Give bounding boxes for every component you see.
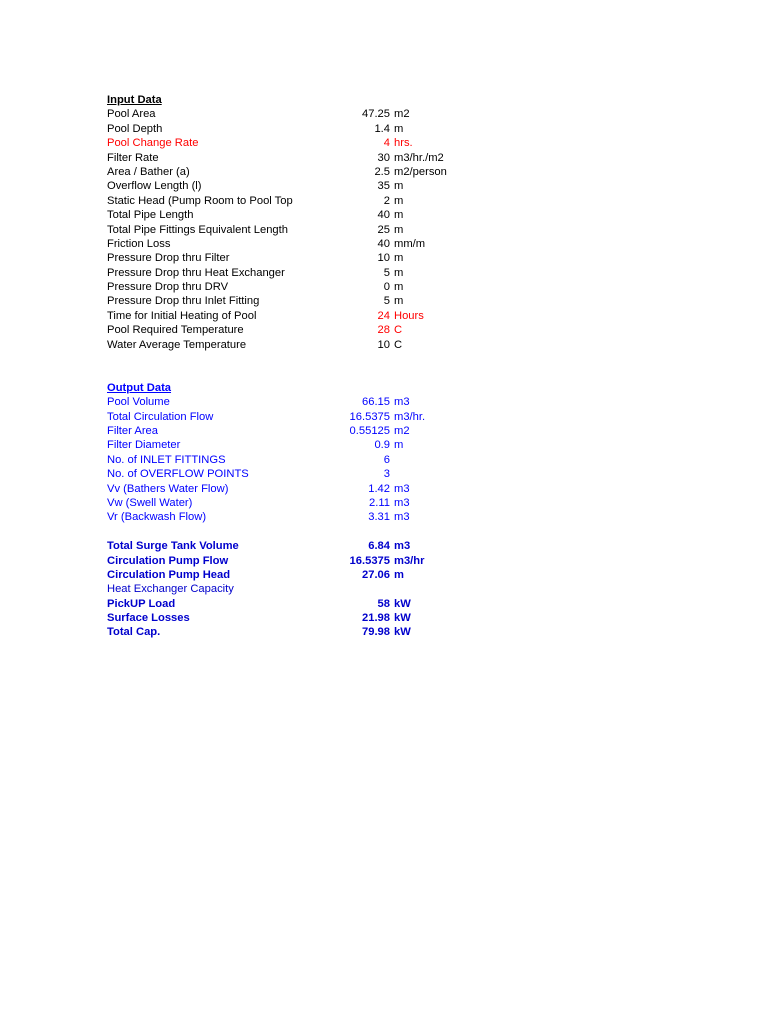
row-label: Filter Area [107, 424, 158, 437]
row-unit: m3/hr./m2 [394, 151, 444, 164]
row-unit: m3 [394, 540, 411, 553]
input-row-pipe-fittings-length [107, 223, 427, 237]
row-unit: hrs. [394, 137, 413, 150]
row-label: Pressure Drop thru DRV [107, 281, 229, 294]
row-value: 1.42 [368, 482, 390, 495]
row-label: PickUP Load [107, 597, 176, 610]
row-unit: m [394, 209, 404, 222]
row-label: Heat Exchanger Capacity [107, 583, 234, 596]
row-label: Pool Required Temperature [107, 324, 244, 337]
row-label: Total Pipe Fittings Equivalent Length [107, 223, 288, 236]
row-unit: m2 [394, 108, 410, 121]
input-row-required-temperature [107, 323, 427, 337]
row-value: 0.9 [374, 439, 390, 452]
row-label: Time for Initial Heating of Pool [107, 309, 257, 322]
output-row-swell-water [107, 496, 427, 510]
input-row-static-head [107, 194, 427, 208]
output-data-header-row [107, 381, 427, 395]
input-row-pd-inlet-fitting [107, 294, 427, 308]
row-label: Circulation Pump Flow [107, 554, 229, 567]
input-row-friction-loss [107, 237, 427, 251]
row-unit: m3/hr. [394, 410, 426, 423]
spacer [107, 366, 427, 380]
row-unit: m [394, 223, 404, 236]
row-value: 2 [383, 194, 390, 207]
row-value: 58 [377, 597, 390, 610]
row-unit: m [394, 266, 404, 279]
row-unit: mm/m [394, 237, 426, 250]
row-value: 40 [377, 237, 390, 250]
row-label: Total Pipe Length [107, 209, 194, 222]
row-value: 4 [383, 137, 390, 150]
row-value: 2.11 [369, 496, 390, 509]
row-value: 21.98 [362, 612, 390, 625]
row-unit: m3 [394, 396, 410, 409]
output-row-filter-area [107, 424, 427, 438]
row-value: 27.06 [362, 568, 390, 581]
input-row-pd-drv [107, 280, 427, 294]
row-label: Vv (Bathers Water Flow) [107, 482, 229, 495]
input-row-pd-heat-exchanger [107, 266, 427, 280]
input-row-pool-area [107, 107, 427, 121]
pool-calculation-sheet [107, 93, 447, 640]
input-data-header-row [107, 93, 427, 107]
row-label: Overflow Length (l) [107, 180, 202, 193]
row-value: 24 [377, 309, 390, 322]
output-row-inlet-fittings [107, 453, 427, 467]
row-unit: kW [394, 612, 411, 625]
row-label: Vw (Swell Water) [107, 496, 193, 509]
row-label: Water Average Temperature [107, 338, 247, 351]
row-label: Circulation Pump Head [107, 568, 231, 581]
row-label: Pressure Drop thru Filter [107, 252, 230, 265]
spacer [107, 525, 427, 539]
input-row-initial-heating-time [107, 309, 427, 323]
row-label: Pool Change Rate [107, 137, 199, 150]
row-label: Static Head (Pump Room to Pool Top [107, 194, 293, 207]
row-label: Filter Rate [107, 151, 159, 164]
row-value: 5 [383, 295, 390, 308]
row-value: 79.98 [362, 626, 390, 639]
row-label: Pool Area [107, 108, 156, 121]
row-value: 2.5 [374, 165, 390, 178]
output-row-pool-volume [107, 395, 427, 409]
row-value: 40 [377, 209, 390, 222]
row-unit: m [394, 439, 404, 452]
row-label: Pressure Drop thru Inlet Fitting [107, 295, 260, 308]
row-value: 5 [383, 266, 390, 279]
row-unit: C [394, 338, 403, 351]
output-data-header: Output Data [107, 381, 172, 394]
row-value: 0.55125 [349, 424, 390, 437]
summary-row-surge-tank-volume [107, 539, 427, 553]
row-value: 6.84 [368, 540, 390, 553]
row-value: 1.4 [374, 122, 390, 135]
row-label: No. of OVERFLOW POINTS [107, 468, 249, 481]
row-label: Total Surge Tank Volume [107, 540, 239, 553]
summary-row-surface-losses [107, 611, 427, 625]
row-unit: C [394, 324, 403, 337]
row-value: 10 [377, 252, 390, 265]
summary-row-pickup-load [107, 597, 427, 611]
row-label: Area / Bather (a) [107, 165, 190, 178]
row-value: 35 [377, 180, 390, 193]
output-row-filter-diameter [107, 438, 427, 452]
input-row-pool-depth [107, 122, 427, 136]
row-label: Pressure Drop thru Heat Exchanger [107, 266, 285, 279]
row-value: 16.5375 [349, 554, 390, 567]
row-label: Filter Diameter [107, 439, 181, 452]
input-row-filter-rate [107, 151, 444, 165]
row-label: Total Circulation Flow [107, 410, 214, 423]
row-unit: m [394, 295, 404, 308]
row-value: 16.5375 [349, 410, 390, 423]
row-value: 28 [377, 324, 390, 337]
summary-row-heat-exchanger-capacity [107, 582, 427, 596]
row-unit: m3 [394, 511, 410, 524]
input-row-average-temperature [107, 338, 427, 352]
row-value: 66.15 [362, 396, 390, 409]
row-unit: m [394, 180, 404, 193]
row-value: 6 [383, 453, 390, 466]
row-label: Friction Loss [107, 237, 171, 250]
row-label: Pool Depth [107, 122, 163, 135]
row-label: Surface Losses [107, 612, 190, 625]
row-unit: m3 [394, 496, 410, 509]
input-row-pool-change-rate [107, 136, 427, 150]
summary-row-circulation-pump-flow [107, 554, 427, 568]
spacer [107, 352, 427, 366]
row-unit: m [394, 122, 404, 135]
row-value: 30 [377, 151, 390, 164]
output-row-overflow-points [107, 467, 427, 481]
row-unit: m2 [394, 424, 410, 437]
row-unit: Hours [394, 309, 424, 322]
row-unit: m [394, 281, 404, 294]
row-label: Pool Volume [107, 396, 170, 409]
row-value: 3 [383, 468, 390, 481]
row-unit: m3/hr [394, 554, 425, 567]
row-unit: m3 [394, 482, 410, 495]
row-unit: m2/person [394, 165, 447, 178]
row-label: Vr (Backwash Flow) [107, 511, 207, 524]
row-label: No. of INLET FITTINGS [107, 453, 226, 466]
row-value: 25 [377, 223, 390, 236]
row-unit: kW [394, 597, 411, 610]
row-label: Total Cap. [107, 626, 161, 639]
summary-row-total-cap [107, 625, 427, 639]
row-unit: m [394, 252, 404, 265]
row-value: 47.25 [362, 108, 390, 121]
row-value: 10 [377, 338, 390, 351]
output-row-total-circulation-flow [107, 410, 427, 424]
input-row-total-pipe-length [107, 208, 427, 222]
output-row-backwash-flow [107, 510, 427, 524]
row-value: 3.31 [368, 511, 390, 524]
input-row-pd-filter [107, 251, 427, 265]
input-data-header: Input Data [107, 94, 162, 106]
row-unit: kW [394, 626, 411, 639]
input-row-area-per-bather [107, 165, 447, 179]
summary-row-circulation-pump-head [107, 568, 427, 582]
row-unit: m [394, 194, 404, 207]
input-row-overflow-length [107, 179, 427, 193]
row-unit: m [394, 568, 404, 581]
row-value: 0 [383, 281, 390, 294]
output-row-bathers-water-flow [107, 482, 427, 496]
